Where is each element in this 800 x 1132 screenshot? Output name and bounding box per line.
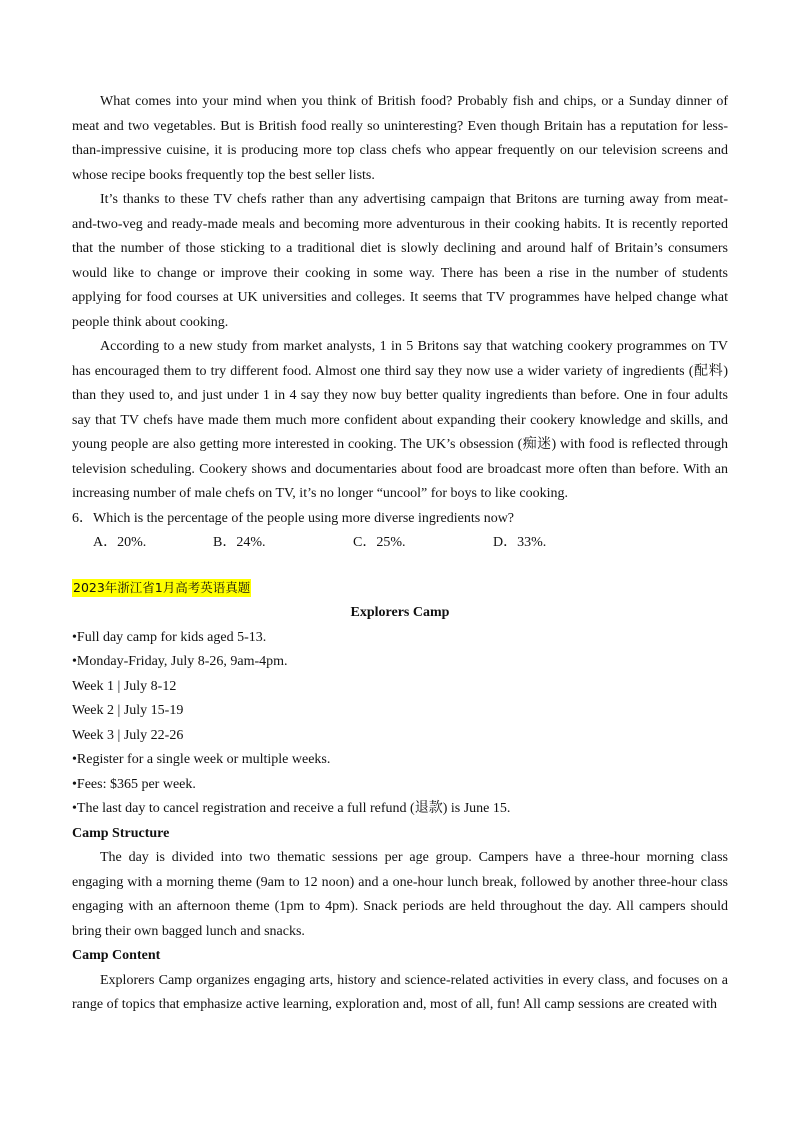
option-d: D．33%. [493, 535, 547, 550]
camp-info-line: •Fees: $365 per week. [72, 776, 196, 792]
camp-info-line: Week 1 | July 8-12 [72, 678, 177, 694]
document-page [72, 90, 728, 1018]
camp-structure-paragraph: The day is divided into two thematic sessions per age group. Campers have a three-hour morning class engaging with a morning theme (9am to 12 noon) and a one-hour lunch break, followed by another three-hour class engaging with an afternoon theme (1pm to 4pm). Snack periods are held throughout the day. All campers should bring their own bagged lunch and snacks. [72, 850, 728, 939]
camp-info-line: Week 3 | July 22-26 [72, 727, 184, 743]
option-c: C．25%. [353, 535, 406, 550]
passage1-paragraph-1: What comes into your mind when you think of British food? Probably fish and chips, or a Sunday dinner of meat and two vegetables. But is British food really so uninteresting? Even though Britain has a reputation for less-than-impressive cuisine, it is producing more top class chefs who appear frequently on our television screens and whose recipe books frequently top the best seller lists. [72, 94, 728, 183]
section-label-highlight: 2023年浙江省1月高考英语真题 [73, 579, 251, 595]
option-a: A．20%. [93, 535, 147, 550]
camp-info-line: •Monday-Friday, July 8-26, 9am-4pm. [72, 654, 288, 669]
camp-structure-heading: Camp Structure [72, 825, 170, 841]
passage1-paragraph-3: According to a new study from market analysts, 1 in 5 Britons say that watching cookery programmes on TV has encouraged them to try different food. Almost one third say they now use a wider variety of ingredients (配料) than they used to, and just under 1 in 4 say they now buy better quality ingredients than before. One in four adults say that TV chefs have made them much more confident about expanding their cookery knowledge and skills, and young people are also getting more interested in cooking. The UK’s obsession (痴迷) with food is reflected through television scheduling. Cookery shows and documentaries about food are broadcast more often than before. With an increasing number of male chefs on TV, it’s no longer “uncool” for boys to like cooking. [72, 339, 728, 501]
camp-info-line: •The last day to cancel registration and receive a full refund (退款) is June 15. [72, 801, 511, 816]
camp-info-line: •Register for a single week or multiple weeks. [72, 752, 331, 767]
option-b: B．24%. [213, 535, 266, 550]
passage2-title: Explorers Camp [350, 605, 450, 620]
passage1-paragraph-2: It’s thanks to these TV chefs rather than any advertising campaign that Britons are turning away from meat-and-two-veg and ready-made meals and becoming more adventurous in their cooking habits. It is recently reported that the number of those sticking to a traditional diet is slowly declining and around half of Britain’s consumers would like to change or improve their cooking in some way. There has been a rise in the number of students applying for food courses at UK universities and colleges. It seems that TV programmes have helped change what people think about cooking. [72, 192, 728, 330]
question-6-options [72, 531, 728, 556]
camp-info-line: Week 2 | July 15-19 [72, 703, 184, 718]
question-6-stem: 6．Which is the percentage of the people using more diverse ingredients now? [72, 510, 515, 526]
camp-info-line: •Full day camp for kids aged 5-13. [72, 629, 267, 645]
camp-content-paragraph: Explorers Camp organizes engaging arts, history and science-related activities in every class, and focuses on a range of topics that emphasize active learning, exploration and, most of all, fun! All camp sessions are created with [72, 972, 728, 1012]
camp-content-heading: Camp Content [72, 948, 161, 963]
